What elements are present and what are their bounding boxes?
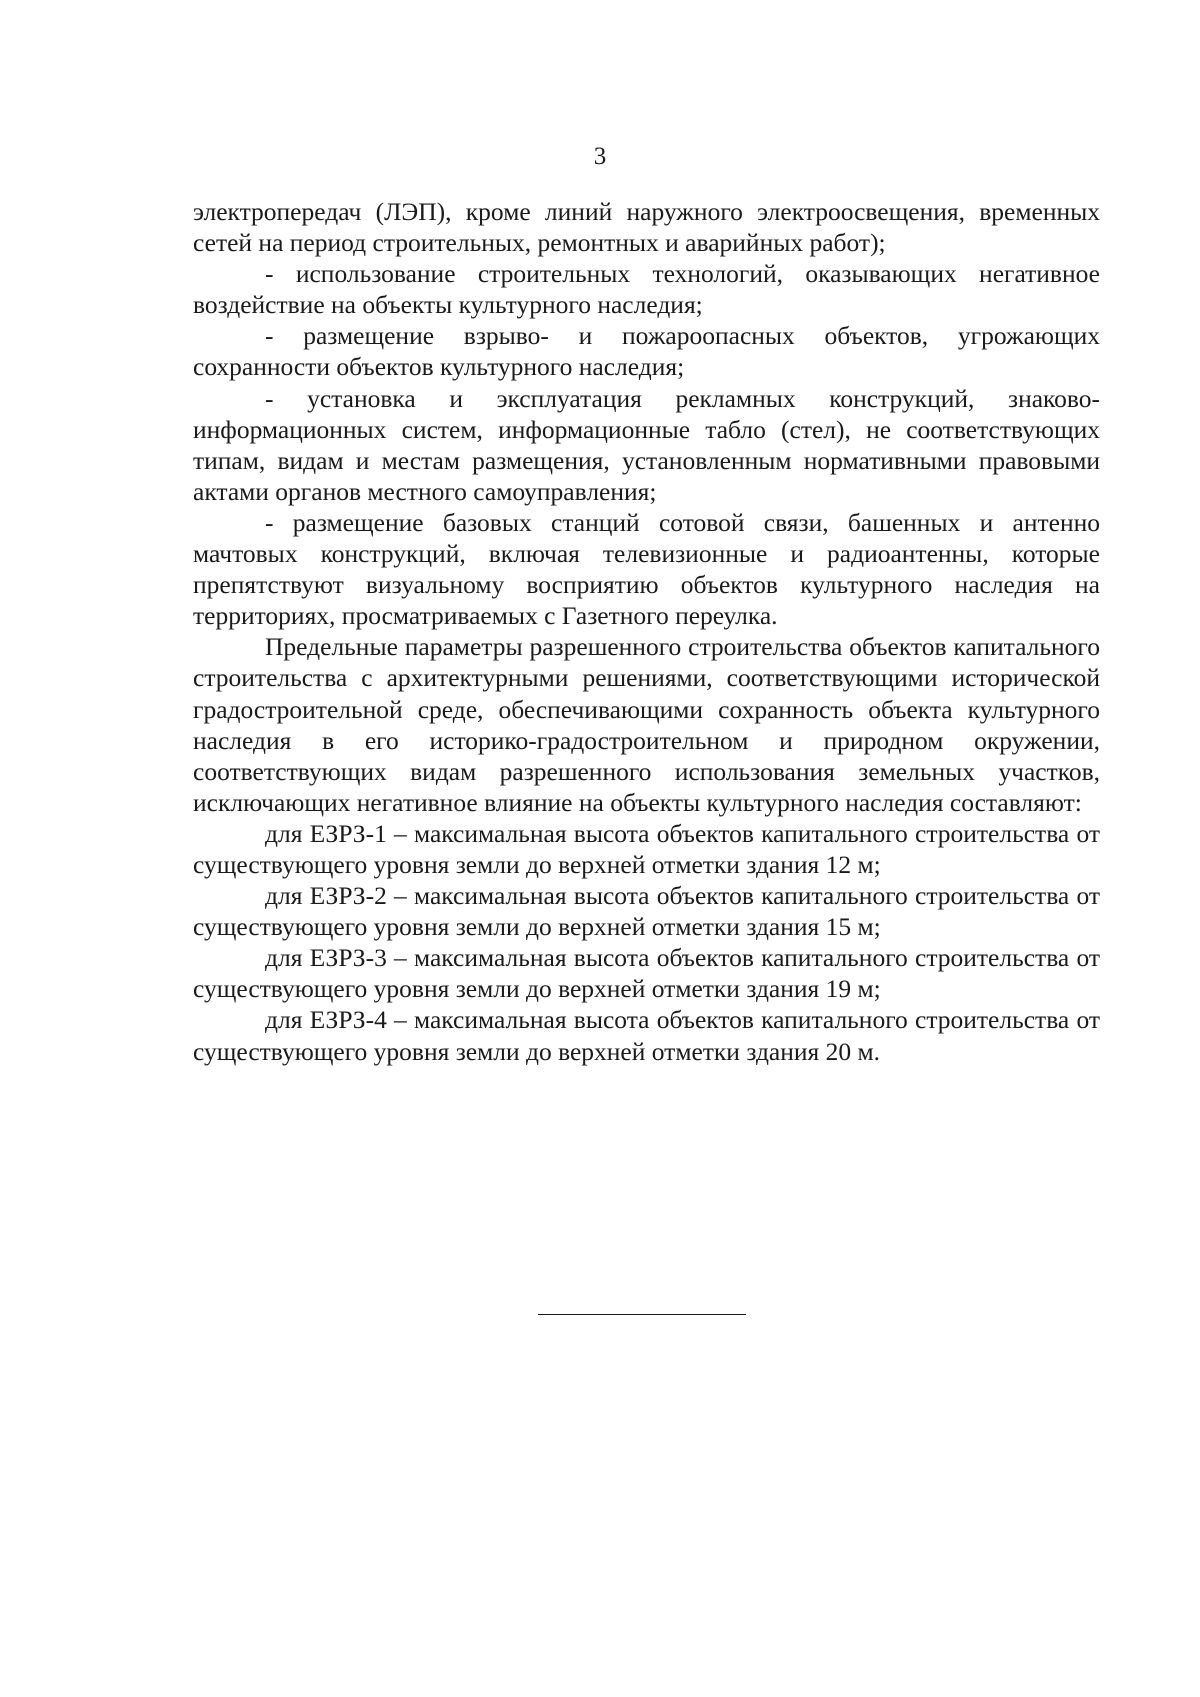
paragraph-advertising-structures: - установка и эксплуатация рекламных конструкций, знаково-информационных систем, информационные табло (стел), не соответствующих типам, видам и местам размещения, установленным нормативными правовыми актами органов местного самоуправления; [193,383,1100,506]
paragraph-limit-parameters: Предельные параметры разрешенного строительства объектов капитального строительства с архитектурными решениями, соответствующими исторической градостроительной среде, обеспечивающими сохранность объекта культурного наследия в его историко-градостроительном и природном окружении, соответствующих видам разрешенного использования земельных участков, исключающих негативное влияние на объекты культурного наследия составляют: [193,632,1100,817]
paragraph-hazardous-objects: - размещение взрыво- и пожароопасных объектов, угрожающих сохранности объектов культурного наследия; [193,321,1100,382]
paragraph-ezrz-1: для ЕЗРЗ-1 – максимальная высота объектов капитального строительства от существующего уровня земли до верхней отметки здания 12 м; [193,818,1100,879]
closing-divider-line [538,1314,746,1315]
paragraph-ezrz-4: для ЕЗРЗ-4 – максимальная высота объектов капитального строительства от существующего уровня земли до верхней отметки здания 20 м. [193,1005,1100,1066]
paragraph-ezrz-2: для ЕЗРЗ-2 – максимальная высота объектов капитального строительства от существующего уровня земли до верхней отметки здания 15 м; [193,881,1100,942]
paragraph-construction-technologies: - использование строительных технологий, оказывающих негативное воздействие на объекты культурного наследия; [193,259,1100,320]
paragraph-ezrz-3: для ЕЗРЗ-3 – максимальная высота объектов капитального строительства от существующего уровня земли до верхней отметки здания 19 м; [193,943,1100,1004]
page-number: 3 [593,143,607,170]
paragraph-base-stations: - размещение базовых станций сотовой связи, башенных и антенно мачтовых конструкций, включая телевизионные и радиоантенны, которые препятствуют визуальному восприятию объектов культурного наследия на территориях, просматриваемых с Газетного переулка. [193,507,1100,631]
paragraph-continuation-power-lines: электропередач (ЛЭП), кроме линий наружного электроосвещения, временных сетей на период строительных, ремонтных и аварийных работ); [193,197,1100,258]
document-body [193,196,1100,1067]
